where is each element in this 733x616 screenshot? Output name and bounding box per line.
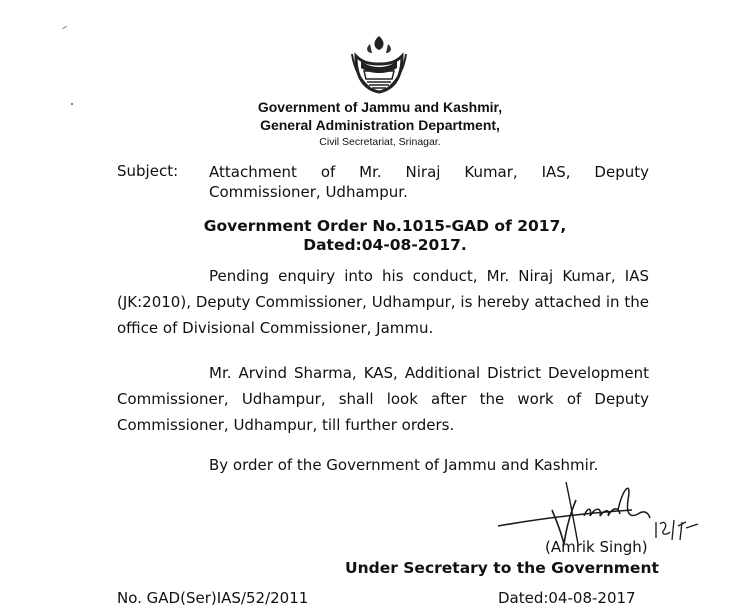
government-heading: Government of Jammu and Kashmir, [257,99,503,115]
subject-label: Subject: [117,162,179,180]
signatory-designation: Under Secretary to the Government [345,559,659,577]
order-paragraph-1: Pending enquiry into his conduct, Mr. Niraj Kumar, IAS (JK:2010), Deputy Commissioner, Udhampur, is hereby attached in the office of Divisional Commissioner, Jammu. [117,267,649,337]
reference-date: Dated:04-08-2017 [498,589,636,607]
address-line: Civil Secretariat, Srinagar. [319,136,441,148]
subject-text: Attachment of Mr. Niraj Kumar, IAS, Deputy Commissioner, Udhampur. [209,163,649,201]
order-title: Government Order No.1015-GAD of 2017, [203,217,567,235]
scan-mark [62,26,67,29]
order-paragraph-2: Mr. Arvind Sharma, KAS, Additional District Development Commissioner, Udhampur, shall look after the work of Deputy Commissioner, Udhampur, till further orders. [117,364,649,434]
by-order-line: By order of the Government of Jammu and Kashmir. [209,456,599,474]
department-heading: General Administration Department, [260,117,500,133]
signatory-name: (Amrik Singh) [545,538,648,556]
order-date: Dated:04-08-2017. [303,236,467,254]
jk-emblem-icon [350,34,408,96]
reference-number: No. GAD(Ser)IAS/52/2011 [117,589,309,607]
scan-dot [71,103,73,105]
